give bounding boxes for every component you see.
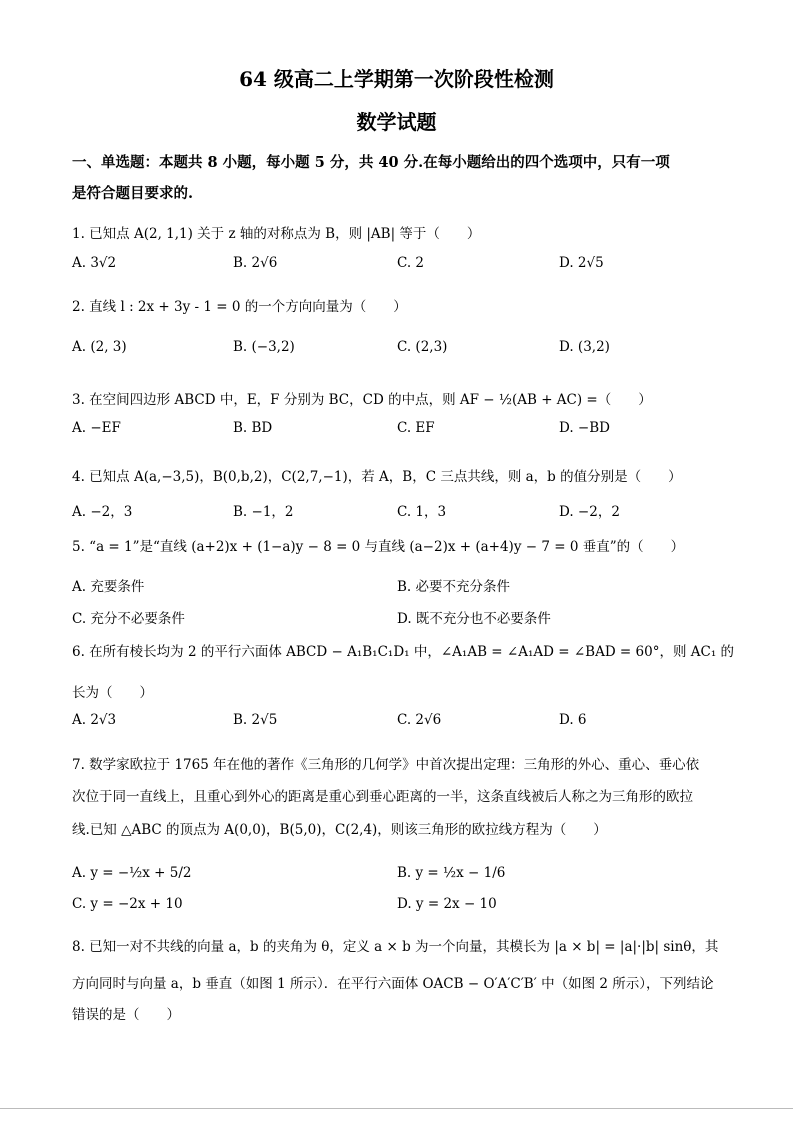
question-1-option-c: C. 2	[397, 255, 425, 271]
page-bottom-divider	[0, 1108, 793, 1109]
question-7-stem-line3: 线.已知 △ABC 的顶点为 A(0,0)，B(5,0)，C(2,4)，则该三角形的欧拉线方程为（ ）	[72, 822, 607, 838]
question-6-option-a: A. 2√3	[72, 712, 117, 728]
question-7-option-c: C. y = −2x + 10	[72, 896, 183, 912]
question-8-stem-line1: 8. 已知一对不共线的向量 a，b 的夹角为 θ，定义 a × b 为一个向量，其模长为 |a × b| = |a|·|b| sinθ，其	[72, 939, 719, 955]
question-5-option-b: B. 必要不充分条件	[397, 579, 511, 595]
exam-subtitle: 数学试题	[356, 110, 437, 134]
question-4-option-b: B. −1，2	[233, 504, 294, 520]
exam-title: 64 级高二上学期第一次阶段性检测	[239, 67, 554, 91]
question-7-option-d: D. y = 2x − 10	[397, 896, 497, 912]
question-4-option-d: D. −2，2	[559, 504, 620, 520]
question-8-stem-line2: 方向同时与向量 a，b 垂直（如图 1 所示）．在平行六面体 OACB − O′A′C′B′ 中（如图 2 所示），下列结论	[72, 976, 714, 992]
question-7-stem-line2: 次位于同一直线上，且重心到外心的距离是重心到垂心距离的一半，这条直线被后人称之为三角形的欧拉	[72, 789, 693, 805]
question-6-option-d: D. 6	[559, 712, 587, 728]
question-7-stem-line1: 7. 数学家欧拉于 1765 年在他的著作《三角形的几何学》中首次提出定理：三角形的外心、重心、垂心依	[72, 757, 700, 773]
section-heading-line1: 一、单选题：本题共 8 小题，每小题 5 分，共 40 分.在每小题给出的四个选项中，只有一项	[72, 154, 670, 171]
question-6-option-b: B. 2√5	[233, 712, 278, 728]
question-8-stem-line3: 错误的是（ ）	[72, 1007, 180, 1023]
question-4-option-a: A. −2，3	[72, 504, 133, 520]
question-2-option-c: C. (2,3)	[397, 339, 448, 355]
question-7-option-a: A. y = −½x + 5/2	[72, 865, 192, 881]
question-6-stem-line1: 6. 在所有棱长均为 2 的平行六面体 ABCD − A₁B₁C₁D₁ 中，∠A₁AB = ∠A₁AD = ∠BAD = 60°，则 AC₁ 的	[72, 644, 735, 660]
question-2-option-a: A. (2, 3)	[72, 339, 127, 355]
question-5-option-c: C. 充分不必要条件	[72, 611, 185, 627]
question-5-option-a: A. 充要条件	[72, 579, 145, 595]
question-3-option-b: B. BD	[233, 420, 273, 436]
question-3-option-c: C. EF	[397, 420, 435, 436]
question-1-option-b: B. 2√6	[233, 255, 278, 271]
question-3-stem: 3. 在空间四边形 ABCD 中，E，F 分别为 BC，CD 的中点，则 AF − ½(AB + AC) =（ ）	[72, 392, 652, 408]
question-3-option-a: A. −EF	[72, 420, 121, 436]
question-7-option-b: B. y = ½x − 1/6	[397, 865, 506, 881]
question-1-option-a: A. 3√2	[72, 255, 117, 271]
question-6-stem-line2: 长为（ ）	[72, 685, 153, 701]
question-1-stem: 1. 已知点 A(2, 1,1) 关于 z 轴的对称点为 B，则 |AB| 等于（ ）	[72, 226, 481, 242]
question-2-stem: 2. 直线 l : 2x + 3y - 1 = 0 的一个方向向量为（ ）	[72, 299, 407, 315]
question-4-stem: 4. 已知点 A(a,−3,5)，B(0,b,2)，C(2,7,−1)，若 A，B，C 三点共线，则 a，b 的值分别是（ ）	[72, 469, 682, 485]
question-5-option-d: D. 既不充分也不必要条件	[397, 611, 551, 627]
question-6-option-c: C. 2√6	[397, 712, 442, 728]
question-3-option-d: D. −BD	[559, 420, 610, 436]
question-5-stem: 5. “a = 1”是“直线 (a+2)x + (1−a)y − 8 = 0 与直线 (a−2)x + (a+4)y − 7 = 0 垂直”的（ ）	[72, 539, 685, 555]
question-2-option-d: D. (3,2)	[559, 339, 610, 355]
section-heading-line2: 是符合题目要求的.	[72, 185, 194, 202]
question-2-option-b: B. (−3,2)	[233, 339, 295, 355]
question-4-option-c: C. 1，3	[397, 504, 447, 520]
question-1-option-d: D. 2√5	[559, 255, 604, 271]
